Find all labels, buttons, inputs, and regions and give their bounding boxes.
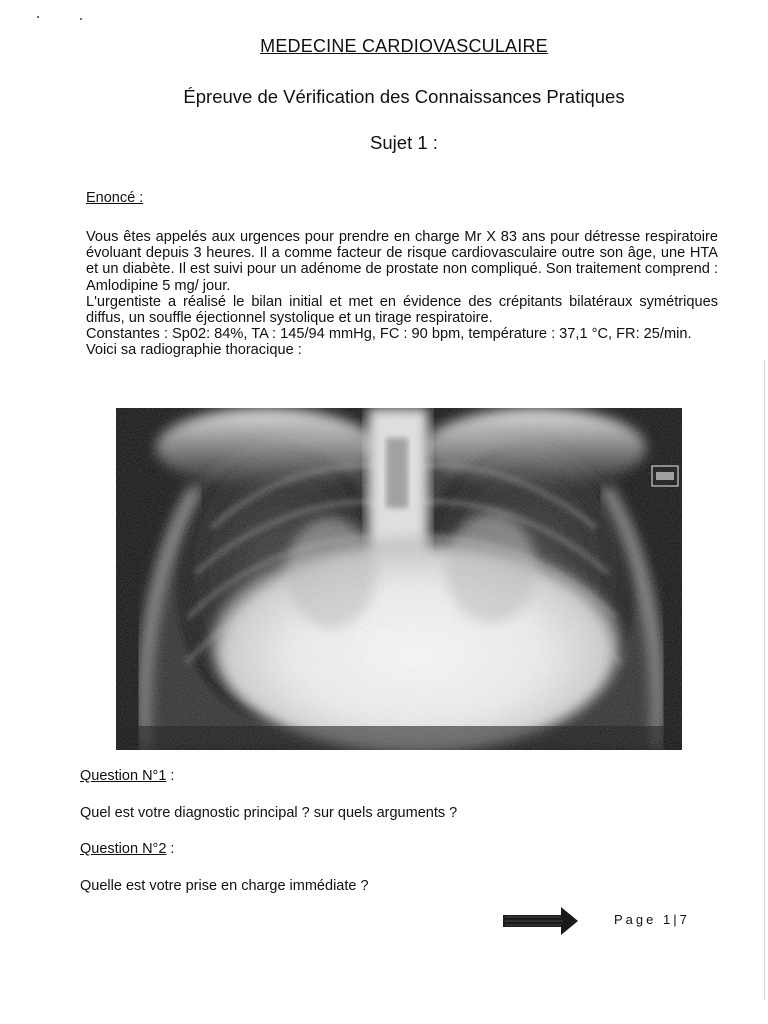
scan-edge-line xyxy=(764,360,765,1000)
scan-artifact xyxy=(37,16,39,18)
xray-intro: Voici sa radiographie thoracique : xyxy=(86,342,302,359)
subject-heading: Sujet 1 : xyxy=(370,132,438,153)
right-arrow-icon xyxy=(503,906,579,936)
question-2-label: Question N°2 : xyxy=(80,841,175,857)
statement-paragraph: L'urgentiste a réalisé le bilan initial et met en évidence des crépitants bilatéraux symétriques diffus, un souffle éjectionnel systolique et un tirage respiratoire. xyxy=(86,293,718,327)
question-2-text: Quelle est votre prise en charge immédiate ? xyxy=(80,878,369,894)
question-1-label: Question N°1 : xyxy=(80,768,175,784)
chest-xray-image xyxy=(116,408,682,750)
document-title: MEDECINE CARDIOVASCULAIRE xyxy=(260,36,548,56)
scan-artifact xyxy=(80,18,82,20)
statement-paragraph: Vous êtes appelés aux urgences pour prendre en charge Mr X 83 ans pour détresse respiratoire évoluant depuis 3 heures. Il a comme facteur de risque cardiovasculaire outre son âge, une HTA et un diabète. Il est suivi pour un adénome de prostate non compliqué. Son traitement comprend : Amlodipine 5 mg/ jour. xyxy=(86,229,718,294)
vital-constants: Constantes : Sp02: 84%, TA : 145/94 mmHg, FC : 90 bpm, température : 37,1 °C, FR: 25/min. xyxy=(86,326,692,343)
statement-text xyxy=(86,229,718,359)
page-number: Page 1|7 xyxy=(614,912,690,927)
statement-label: Enoncé : xyxy=(86,190,144,206)
document-subtitle: Épreuve de Vérification des Connaissances Pratiques xyxy=(183,86,625,107)
question-1-text: Quel est votre diagnostic principal ? sur quels arguments ? xyxy=(80,805,458,821)
